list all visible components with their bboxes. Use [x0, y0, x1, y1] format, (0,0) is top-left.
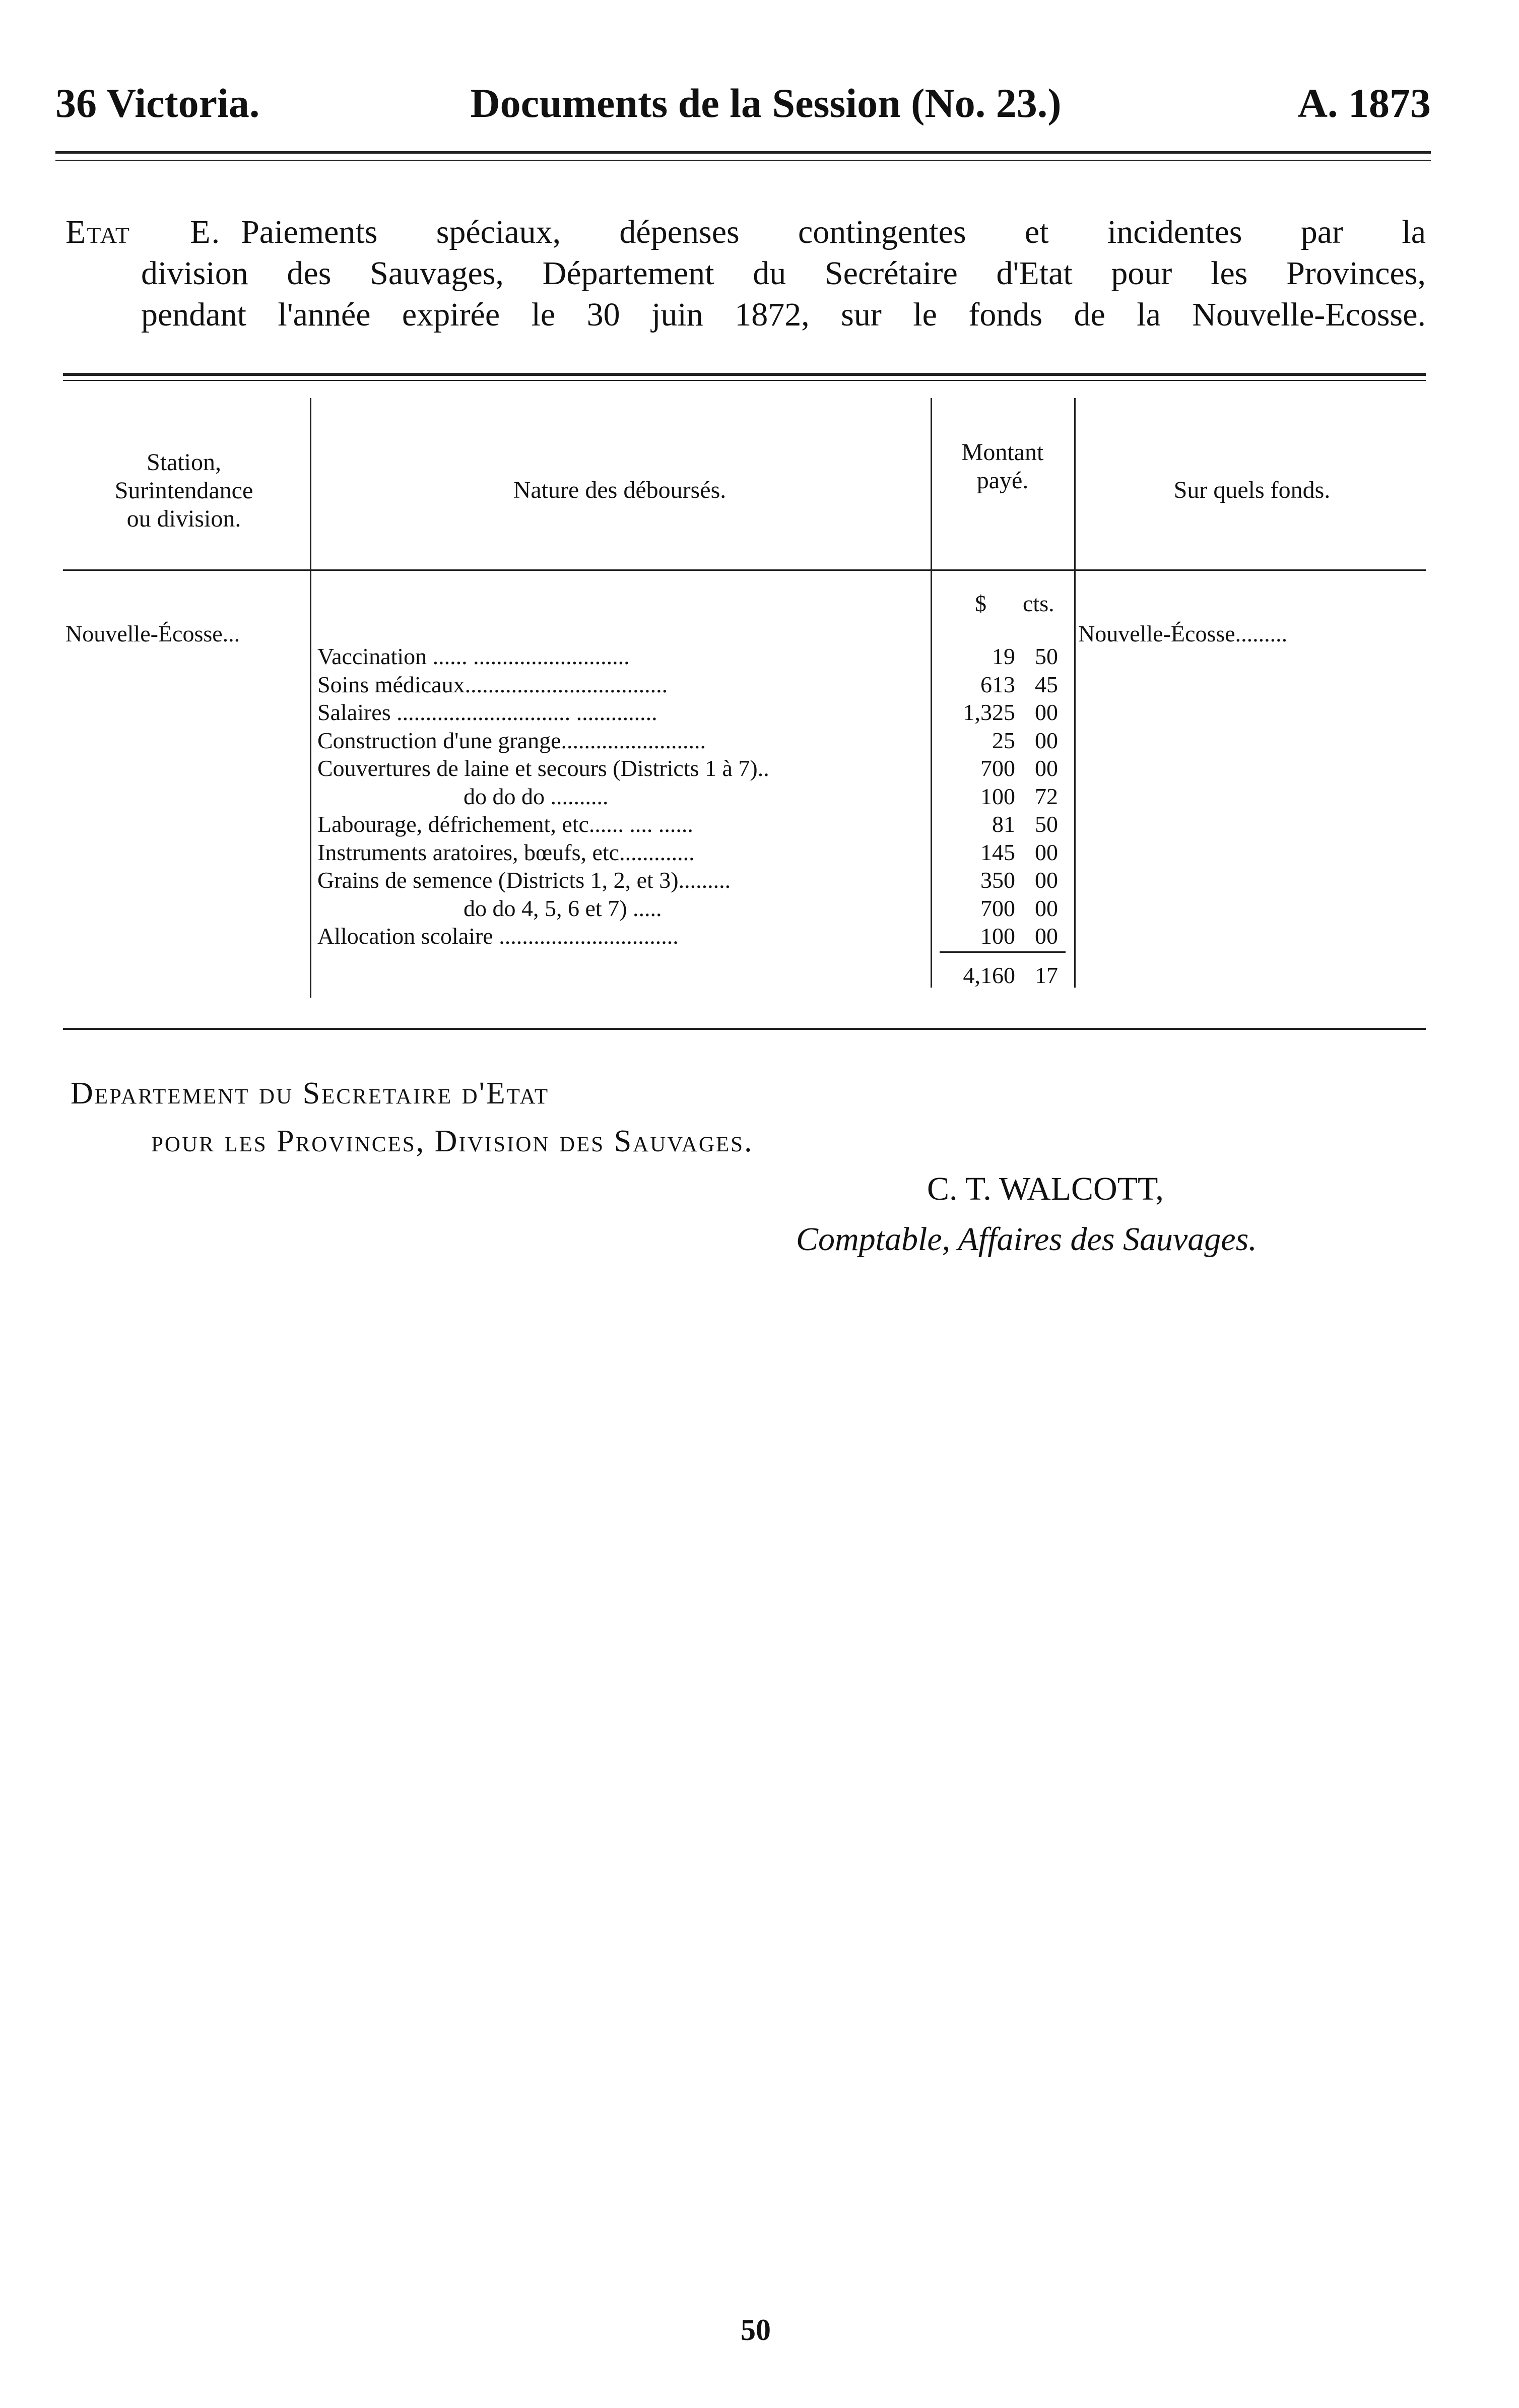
table-top-rule: [63, 373, 1426, 376]
row-cents: 00: [1035, 727, 1058, 753]
row-nature: Soins médicaux...................................: [317, 671, 668, 697]
header-station-line-1: Station,: [146, 449, 221, 476]
row-cents: 00: [1035, 895, 1058, 921]
row-dollars: 1,325: [963, 699, 1015, 725]
row-nature: Couvertures de laine et secours (Districts 1 à 7)..: [317, 755, 769, 781]
row-dollars: 100: [980, 923, 1015, 949]
header-double-rule: [55, 151, 1431, 161]
department-line-2: pour les Provinces, Division des Sauvages.: [151, 1124, 754, 1158]
header-station: [63, 448, 305, 533]
department-line-1: Departement du Secretaire d'Etat: [71, 1076, 550, 1111]
row-dollars: 145: [980, 839, 1015, 865]
row-cents: 00: [1035, 699, 1058, 725]
row-cents: 50: [1035, 811, 1058, 837]
column-divider-1: [310, 398, 311, 998]
row-nature: Instruments aratoires, bœufs, etc.............: [317, 839, 695, 865]
signature-title: Comptable, Affaires des Sauvages.: [796, 1221, 1257, 1258]
row-cents: 00: [1035, 755, 1058, 781]
column-divider-3: [1074, 398, 1076, 988]
statement-line-1: [65, 212, 1426, 253]
row-nature: Construction d'une grange.........................: [317, 727, 706, 753]
header-montant: [935, 438, 1071, 495]
row-nature: do do 4, 5, 6 et 7) .....: [464, 895, 662, 921]
row-cents: 00: [1035, 839, 1058, 865]
header-year: A. 1873: [1297, 80, 1431, 126]
column-divider-2: [931, 398, 932, 988]
header-regnal-year: 36 Victoria.: [55, 80, 260, 126]
header-nature: Nature des déboursés.: [513, 477, 727, 503]
row-cents: 00: [1035, 923, 1058, 949]
row-dollars: 25: [992, 727, 1015, 753]
row-cents: 72: [1035, 783, 1058, 809]
total-cents: 17: [1035, 962, 1058, 988]
station-name: Nouvelle-Écosse...: [65, 621, 240, 646]
statement-heading: [65, 212, 1426, 336]
statement-line-1-text: Paiements spéciaux, dépenses contingentes et incidentes par la: [241, 214, 1426, 250]
row-dollars: 700: [980, 755, 1015, 781]
row-nature: Grains de semence (Districts 1, 2, et 3).........: [317, 867, 731, 893]
row-dollars: 19: [992, 643, 1015, 669]
row-dollars: 100: [980, 783, 1015, 809]
statement-label: Etat E.: [65, 214, 221, 250]
total-dollars: 4,160: [963, 962, 1015, 988]
unit-dollars: $: [975, 591, 986, 616]
statement-line-3: pendant l'année expirée le 30 juin 1872, sur le fonds de la Nouvelle-Ecosse.: [141, 296, 1426, 333]
row-cents: 45: [1035, 671, 1058, 697]
header-station-line-2: Surintendance: [114, 477, 253, 504]
row-nature: Labourage, défrichement, etc...... .... ......: [317, 811, 693, 837]
signature-name: C. T. WALCOTT,: [927, 1170, 1164, 1207]
table-bottom-rule: [63, 1028, 1426, 1030]
unit-cents: cts.: [1023, 591, 1054, 616]
row-dollars: 613: [980, 671, 1015, 697]
total-rule: [940, 951, 1066, 953]
table-top-rule-thin: [63, 380, 1426, 381]
row-nature: Vaccination ...... ...........................: [317, 643, 630, 669]
row-cents: 00: [1035, 867, 1058, 893]
row-nature: do do do ..........: [464, 783, 609, 809]
row-cents: 50: [1035, 643, 1058, 669]
disbursement-table: [63, 373, 1426, 1048]
header-montant-line-2: payé.: [976, 467, 1029, 494]
fund-name: Nouvelle-Écosse.........: [1078, 621, 1288, 646]
page-number: 50: [741, 2313, 771, 2347]
row-nature: Salaires .............................. ..............: [317, 699, 657, 725]
header-montant-line-1: Montant: [961, 439, 1044, 466]
row-dollars: 350: [980, 867, 1015, 893]
header-session-documents: Documents de la Session (No. 23.): [470, 80, 1062, 126]
row-dollars: 700: [980, 895, 1015, 921]
row-nature: Allocation scolaire ...............................: [317, 923, 679, 949]
running-header: [55, 76, 1431, 131]
statement-line-2: division des Sauvages, Département du Secrétaire d'Etat pour les Provinces,: [141, 255, 1426, 292]
header-separator: [63, 569, 1426, 571]
header-station-line-3: ou division.: [126, 505, 241, 532]
row-dollars: 81: [992, 811, 1015, 837]
header-fonds: Sur quels fonds.: [1173, 477, 1331, 503]
